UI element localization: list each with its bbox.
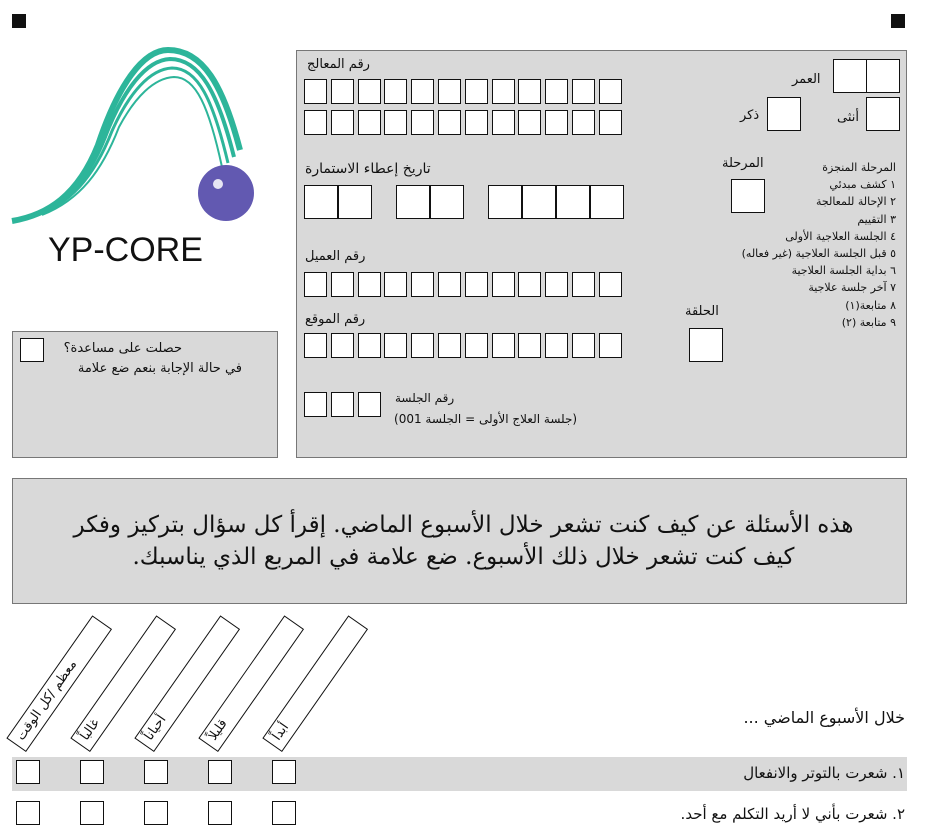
instructions-panel xyxy=(12,478,907,604)
date-month-box[interactable] xyxy=(396,185,430,219)
help-checkbox[interactable] xyxy=(20,338,44,362)
female-checkbox[interactable] xyxy=(866,97,900,131)
scale-option-header: غالباً xyxy=(70,615,176,752)
site-id-label: رقم الموقع xyxy=(305,312,366,327)
male-checkbox[interactable] xyxy=(767,97,801,131)
client-id-box[interactable] xyxy=(384,272,407,297)
scale-option-header: قليلاً xyxy=(198,615,304,752)
stage-option: ٩ متابعة (٢) xyxy=(841,315,896,329)
answer-checkbox[interactable] xyxy=(80,760,104,784)
stage-list xyxy=(742,159,896,331)
site-id-box[interactable] xyxy=(438,333,461,358)
therapist-id-box[interactable] xyxy=(518,110,541,135)
help-question: حصلت على مساعدة؟ xyxy=(63,341,182,356)
site-id-box[interactable] xyxy=(304,333,327,358)
client-id-box[interactable] xyxy=(572,272,595,297)
instructions-line-2: كيف كنت تشعر خلال ذلك الأسبوع. ضع علامة في المربع الذي يناسبك. xyxy=(132,544,795,570)
therapist-id-box[interactable] xyxy=(358,110,381,135)
logo-arcs-icon xyxy=(8,45,268,235)
answer-checkbox[interactable] xyxy=(208,760,232,784)
answer-checkbox[interactable] xyxy=(272,801,296,825)
date-year-box[interactable] xyxy=(556,185,590,219)
question-text: ١. شعرت بالتوتر والانفعال xyxy=(743,764,905,782)
client-id-box[interactable] xyxy=(518,272,541,297)
stage-option: ٣ التقييم xyxy=(857,212,896,226)
stage-option: ١ كشف مبدئي xyxy=(829,178,896,192)
site-id-box[interactable] xyxy=(599,333,622,358)
session-number-box[interactable] xyxy=(304,392,327,417)
client-id-box[interactable] xyxy=(438,272,461,297)
stage-list-title: المرحلة المنجزة xyxy=(822,161,896,174)
client-id-box[interactable] xyxy=(331,272,354,297)
logo-text: YP-CORE xyxy=(48,231,203,269)
scale-option-header: معظم /كل الوقت xyxy=(6,615,112,752)
therapist-id-box[interactable] xyxy=(384,110,407,135)
stage-option: ٢ الإحالة للمعالجة xyxy=(815,195,896,209)
stage-option: ٥ قبل الجلسة العلاجية (غير فعاله) xyxy=(741,247,896,261)
client-id-label: رقم العميل xyxy=(305,249,366,264)
therapist-id-box[interactable] xyxy=(411,110,434,135)
stage-option: ٤ الجلسة العلاجية الأولى xyxy=(785,229,896,243)
episode-label: الحلقة xyxy=(685,304,719,319)
site-id-box[interactable] xyxy=(411,333,434,358)
registration-mark-right xyxy=(891,14,905,28)
therapist-id-box[interactable] xyxy=(304,79,327,104)
therapist-id-box[interactable] xyxy=(331,79,354,104)
date-year-box[interactable] xyxy=(488,185,522,219)
instructions-text xyxy=(33,509,894,573)
female-label: أنثى xyxy=(837,110,859,125)
answer-checkbox[interactable] xyxy=(16,801,40,825)
session-number-box[interactable] xyxy=(331,392,354,417)
question-text: ٢. شعرت بأني لا أريد التكلم مع أحد. xyxy=(680,805,905,823)
therapist-id-box[interactable] xyxy=(492,79,515,104)
therapist-id-box[interactable] xyxy=(358,79,381,104)
therapist-id-box[interactable] xyxy=(572,79,595,104)
site-id-box[interactable] xyxy=(358,333,381,358)
instructions-line-1: هذه الأسئلة عن كيف كنت تشعر خلال الأسبوع الماضي. إقرأ كل سؤال بتركيز وفكر xyxy=(73,512,854,538)
scale-option-header: أبداً xyxy=(262,615,368,752)
male-label: ذكر xyxy=(740,108,760,123)
client-id-box[interactable] xyxy=(304,272,327,297)
therapist-id-box[interactable] xyxy=(572,110,595,135)
answer-checkbox[interactable] xyxy=(208,801,232,825)
episode-box[interactable] xyxy=(689,328,723,362)
age-box-2[interactable] xyxy=(866,59,900,93)
scale-prompt: خلال الأسبوع الماضي ... xyxy=(743,708,905,727)
help-panel xyxy=(12,331,278,458)
answer-checkbox[interactable] xyxy=(80,801,104,825)
session-label: رقم الجلسة xyxy=(395,391,455,405)
therapist-id-box[interactable] xyxy=(465,79,488,104)
site-id-box[interactable] xyxy=(572,333,595,358)
therapist-id-label: رقم المعالج xyxy=(307,57,370,72)
therapist-id-box[interactable] xyxy=(545,110,568,135)
stage-option: ٨ متابعة(١) xyxy=(845,298,896,312)
therapist-id-box[interactable] xyxy=(384,79,407,104)
answer-checkbox[interactable] xyxy=(144,801,168,825)
site-id-box[interactable] xyxy=(492,333,515,358)
client-id-box[interactable] xyxy=(545,272,568,297)
date-month-box[interactable] xyxy=(430,185,464,219)
age-label: العمر xyxy=(792,72,821,87)
stage-label: المرحلة xyxy=(722,156,764,171)
logo xyxy=(8,45,268,275)
site-id-box[interactable] xyxy=(331,333,354,358)
session-note: (جلسة العلاج الأولى = الجلسة 001) xyxy=(394,412,578,426)
therapist-id-box[interactable] xyxy=(438,110,461,135)
site-id-box[interactable] xyxy=(545,333,568,358)
therapist-id-box[interactable] xyxy=(411,79,434,104)
therapist-id-box[interactable] xyxy=(438,79,461,104)
site-id-box[interactable] xyxy=(518,333,541,358)
client-id-box[interactable] xyxy=(465,272,488,297)
date-day-box[interactable] xyxy=(338,185,372,219)
session-number-box[interactable] xyxy=(358,392,381,417)
date-year-box[interactable] xyxy=(590,185,624,219)
therapist-id-box[interactable] xyxy=(304,110,327,135)
form-panel xyxy=(296,50,907,458)
therapist-id-box[interactable] xyxy=(331,110,354,135)
answer-checkbox[interactable] xyxy=(16,760,40,784)
date-day-box[interactable] xyxy=(304,185,338,219)
site-id-box[interactable] xyxy=(465,333,488,358)
registration-mark-left xyxy=(12,14,26,28)
client-id-box[interactable] xyxy=(358,272,381,297)
answer-checkbox[interactable] xyxy=(272,760,296,784)
stage-option: ٦ بداية الجلسة العلاجية xyxy=(791,264,896,278)
therapist-id-box[interactable] xyxy=(599,110,622,135)
date-label: تاريخ إعطاء الاستمارة xyxy=(305,161,431,177)
therapist-id-box[interactable] xyxy=(599,79,622,104)
scale-option-header: أحياناً xyxy=(134,615,240,752)
client-id-box[interactable] xyxy=(411,272,434,297)
therapist-id-box[interactable] xyxy=(518,79,541,104)
age-box-1[interactable] xyxy=(833,59,867,93)
client-id-box[interactable] xyxy=(599,272,622,297)
help-instruction: في حالة الإجابة بنعم ضع علامة xyxy=(77,361,242,376)
date-year-box[interactable] xyxy=(522,185,556,219)
client-id-box[interactable] xyxy=(492,272,515,297)
therapist-id-box[interactable] xyxy=(545,79,568,104)
stage-option: ٧ آخر جلسة علاجية xyxy=(808,281,896,295)
therapist-id-box[interactable] xyxy=(465,110,488,135)
answer-checkbox[interactable] xyxy=(144,760,168,784)
therapist-id-box[interactable] xyxy=(492,110,515,135)
site-id-box[interactable] xyxy=(384,333,407,358)
